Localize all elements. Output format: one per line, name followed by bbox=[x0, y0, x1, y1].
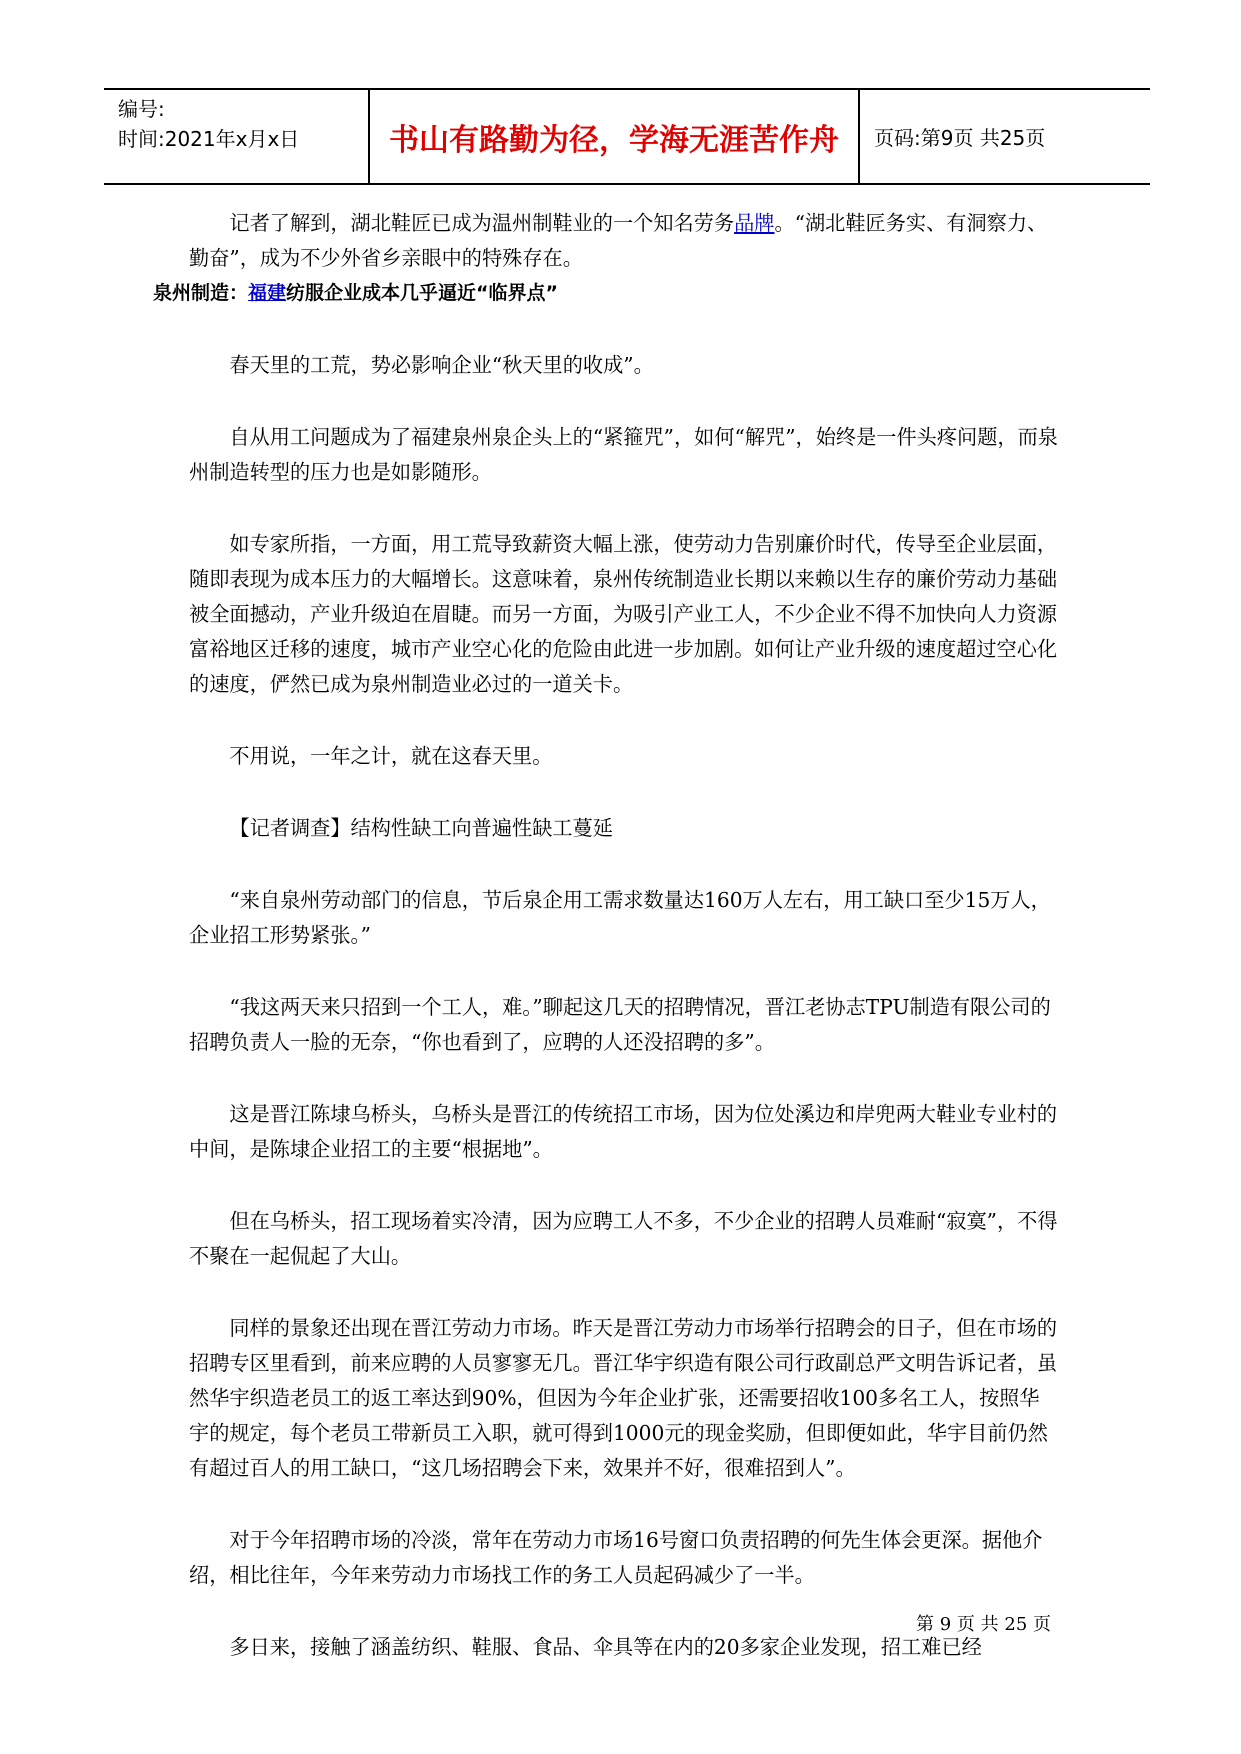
paragraph: 不用说，一年之计，就在这春天里。 bbox=[229, 744, 553, 768]
paragraph: 这是晋江陈埭乌桥头，乌桥头是晋江的传统招工市场，因为位处溪边和岸兜两大鞋业专业村的中间，是陈埭企业招工的主要“根据地”。 bbox=[189, 1102, 1058, 1161]
paragraph: 【记者调查】结构性缺工向普遍性缺工蔓延 bbox=[229, 816, 613, 840]
paragraph: 同样的景象还出现在晋江劳动力市场。昨天是晋江劳动力市场举行招聘会的日子，但在市场的招聘专区里看到，前来应聘的人员寥寥无几。晋江华宇织造有限公司行政副总严文明告诉记者，虽然华宇织造老员工的返工率达到90%，但因为今年企业扩张，还需要招收100多名工人，按照华宇的规定，每个老员工带新员工入职，就可得到1000元的现金奖励，但即便如此，华宇目前仍然有超过百人的用工缺口，“这几场招聘会下来，效果并不好，很难招到人”。 bbox=[189, 1316, 1058, 1480]
paragraph: 对于今年招聘市场的冷淡，常年在劳动力市场16号窗口负责招聘的何先生体会更深。据他介绍，相比往年，今年来劳动力市场找工作的务工人员起码减少了一半。 bbox=[189, 1528, 1043, 1587]
page-header bbox=[104, 88, 1150, 185]
paragraph bbox=[189, 206, 1059, 276]
paragraph: “我这两天来只招到一个工人，难。”聊起这几天的招聘情况，晋江老协志TPU制造有限公司的招聘负责人一脸的无奈，“你也看到了，应聘的人还没招聘的多”。 bbox=[189, 995, 1051, 1054]
header-page-number: 页码:第9页 共25页 bbox=[874, 126, 1046, 150]
heading-text: 纺服企业成本几乎逼近“临界点” bbox=[286, 282, 559, 304]
paragraph: 自从用工问题成为了福建泉州泉企头上的“紧箍咒”，如何“解咒”，始终是一件头疼问题，而泉州制造转型的压力也是如影随形。 bbox=[189, 425, 1058, 484]
page-footer: 第 9 页 共 25 页 bbox=[916, 1614, 1051, 1635]
paragraph: 如专家所指，一方面，用工荒导致薪资大幅上涨，使劳动力告别廉价时代，传导至企业层面，随即表现为成本压力的大幅增长。这意味着，泉州传统制造业长期以来赖以生存的廉价劳动力基础被全面撼动，产业升级迫在眉睫。而另一方面，为吸引产业工人，不少企业不得不加快向人力资源富裕地区迁移的速度，城市产业空心化的危险由此进一步加剧。如何让产业升级的速度超过空心化的速度，俨然已成为泉州制造业必过的一道关卡。 bbox=[189, 532, 1058, 696]
paragraph: “来自泉州劳动部门的信息，节后泉企用工需求数量达160万人左右，用工缺口至少15万人，企业招工形势紧张。” bbox=[189, 888, 1051, 947]
section-heading bbox=[153, 276, 1059, 311]
paragraph-text: 。“湖北鞋匠务实、有洞察力、勤奋”，成为不少外省乡亲眼中的特殊存在。 bbox=[189, 211, 1048, 270]
document-body bbox=[153, 206, 1059, 1665]
link-brand[interactable]: 品牌 bbox=[734, 211, 775, 235]
header-meta bbox=[118, 94, 368, 154]
heading-text: 泉州制造： bbox=[153, 282, 249, 304]
header-motto: 书山有路勤为径，学海无涯苦作舟 bbox=[389, 122, 839, 158]
document-number-label: 编号: bbox=[118, 97, 165, 121]
paragraph: 春天里的工荒，势必影响企业“秋天里的收成”。 bbox=[229, 353, 654, 377]
paragraph: 但在乌桥头，招工现场着实冷清，因为应聘工人不多，不少企业的招聘人员难耐“寂寞”，不得不聚在一起侃起了大山。 bbox=[189, 1209, 1058, 1268]
header-divider bbox=[858, 90, 860, 183]
link-fujian[interactable]: 福建 bbox=[248, 282, 287, 304]
paragraph: 多日来，接触了涵盖纺织、鞋服、食品、伞具等在内的20多家企业发现，招工难已经 bbox=[229, 1635, 982, 1659]
document-time-label: 时间:2021年x月x日 bbox=[118, 127, 300, 151]
paragraph-text: 记者了解到，湖北鞋匠已成为温州制鞋业的一个知名劳务 bbox=[229, 211, 735, 235]
